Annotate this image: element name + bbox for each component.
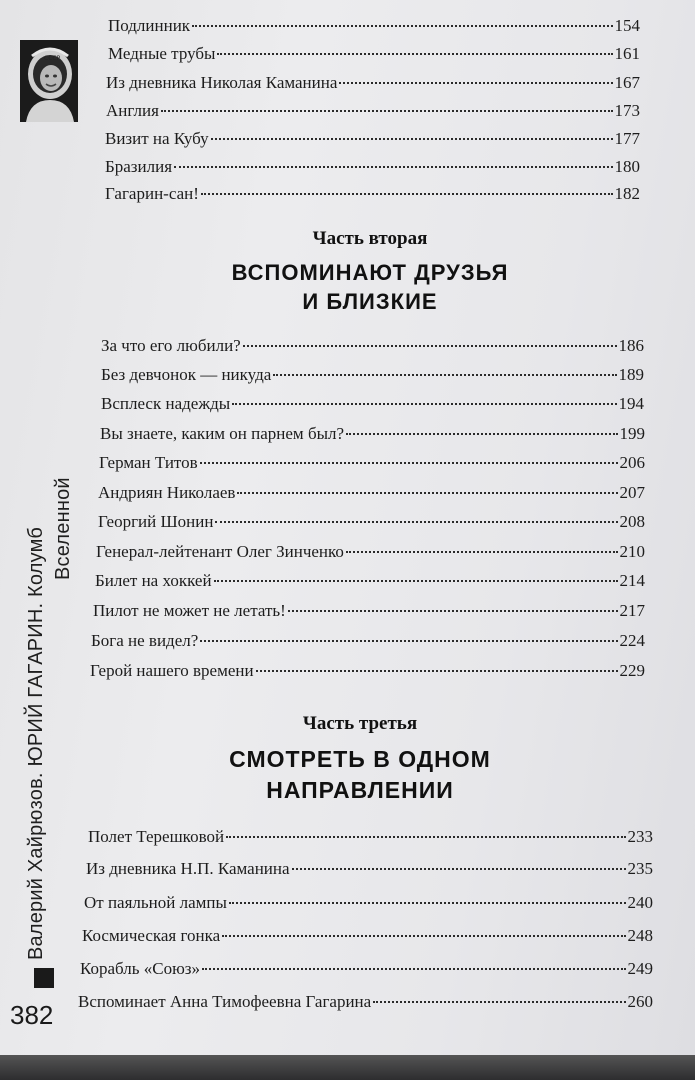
- part-two-title-line-1: ВСПОМИНАЮТ ДРУЗЬЯ: [231, 260, 509, 285]
- toc-entry: Вы знаете, каким он парнем был? 199: [100, 424, 645, 443]
- toc-entry: Всплеск надежды 194: [101, 394, 644, 413]
- book-spine-text: [18, 340, 82, 960]
- toc-entry: Бога не видел? 224: [91, 631, 645, 650]
- part-two-title-line-2: И БЛИЗКИЕ: [302, 289, 438, 314]
- part-three-title-line-2: НАПРАВЛЕНИИ: [266, 777, 454, 803]
- toc-entry: Герой нашего времени 229: [90, 661, 645, 680]
- part-three-title-line-1: СМОТРЕТЬ В ОДНОМ: [229, 746, 491, 772]
- astronaut-portrait-image: [20, 40, 78, 122]
- toc-entry: Англия 173: [106, 101, 640, 120]
- toc-entry: Из дневника Н.П. Каманина 235: [86, 859, 653, 878]
- spine-line-1: Валерий Хайрюзов. ЮРИЙ ГАГАРИН. Колумб: [25, 527, 47, 960]
- spine-line-2: Вселенной: [52, 477, 74, 580]
- toc-entry: Подлинник 154: [108, 16, 640, 35]
- toc-entry: Бразилия 180: [105, 157, 640, 176]
- toc-entry: Медные трубы 161: [108, 44, 640, 63]
- toc-entry: Герман Титов 206: [99, 453, 645, 472]
- toc-entry: Полет Терешковой 233: [88, 827, 653, 846]
- toc-entry: Визит на Кубу 177: [105, 129, 640, 148]
- toc-entry: Корабль «Союз» 249: [80, 959, 653, 978]
- toc-entry: За что его любили? 186: [101, 336, 644, 355]
- toc-entry: От паяльной лампы 240: [84, 893, 653, 912]
- toc-entry: Из дневника Николая Каманина 167: [106, 73, 640, 92]
- toc-entry: Без девчонок — никуда 189: [101, 365, 644, 384]
- toc-entry: Вспоминает Анна Тимофеевна Гагарина 260: [78, 992, 653, 1011]
- toc-entry: Генерал-лейтенант Олег Зинченко 210: [96, 542, 645, 561]
- toc-entry: Гагарин-сан! 182: [105, 184, 640, 203]
- toc-entry: Билет на хоккей 214: [95, 571, 645, 590]
- toc-entry: Георгий Шонин 208: [98, 512, 645, 531]
- part-three-label: Часть третья: [302, 713, 418, 734]
- svg-text:СССР: СССР: [44, 55, 61, 62]
- black-square-marker: [34, 968, 54, 988]
- toc-entry: Пилот не может не летать! 217: [93, 601, 645, 620]
- toc-entry: Космическая гонка 248: [82, 926, 653, 945]
- background-strip: [0, 1055, 695, 1080]
- part-two-label: Часть вторая: [312, 228, 428, 249]
- toc-entry: Андриян Николаев 207: [98, 483, 645, 502]
- page-number: 382: [10, 1000, 54, 1030]
